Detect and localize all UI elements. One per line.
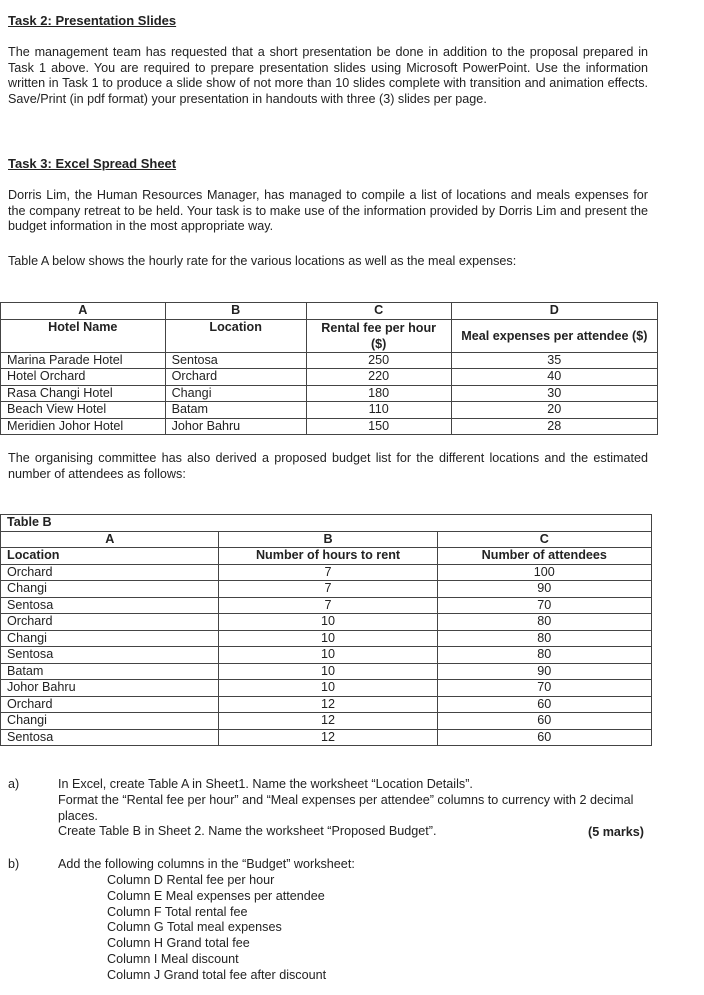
question-a-line: Format the “Rental fee per hour” and “Meal expenses per attendee” columns to currency with 2 decimal places. <box>58 792 634 823</box>
column-letter: A <box>1 303 166 320</box>
column-header: Location <box>1 548 219 565</box>
column-letter: D <box>451 303 657 320</box>
table-cell: Sentosa <box>1 729 219 746</box>
table-cell: 220 <box>306 369 451 386</box>
table-row <box>1 385 658 402</box>
question-a-line: In Excel, create Table A in Sheet1. Name the worksheet “Location Details”. <box>58 777 473 791</box>
table-cell: Marina Parade Hotel <box>1 352 166 369</box>
table-cell: 12 <box>219 713 437 730</box>
table-b-title: Table B <box>1 515 652 532</box>
task3-heading: Task 3: Excel Spread Sheet <box>8 156 177 171</box>
table-cell: Beach View Hotel <box>1 402 166 419</box>
table-cell: Rasa Changi Hotel <box>1 385 166 402</box>
table-row <box>1 352 658 369</box>
table-row <box>1 647 652 664</box>
table-cell: 80 <box>437 614 651 631</box>
column-header: Number of attendees <box>437 548 651 565</box>
table-cell: 80 <box>437 630 651 647</box>
question-b-intro: Add the following columns in the “Budget” worksheet: <box>58 857 355 871</box>
table-cell: 60 <box>437 696 651 713</box>
table-cell: Batam <box>165 402 306 419</box>
header-row <box>1 319 658 352</box>
column-header: Number of hours to rent <box>219 548 437 565</box>
table-cell: 7 <box>219 597 437 614</box>
table-cell: 10 <box>219 680 437 697</box>
table-cell: 90 <box>437 663 651 680</box>
table-row <box>1 418 658 435</box>
table-cell: 180 <box>306 385 451 402</box>
table-cell: Orchard <box>1 614 219 631</box>
task3-text: Dorris Lim, the Human Resources Manager, has managed to compile a list of locations and meals expenses for the company retreat to be held. Your task is to make use of the information provided by Dorris Lim and present the budget information in the most appropriate way. <box>8 188 648 234</box>
table-row <box>1 597 652 614</box>
column-item: Column H Grand total fee <box>107 936 250 951</box>
table-row <box>1 713 652 730</box>
task2-text: The management team has requested that a short presentation be done in addition to the proposal prepared in Task 1 above. You are required to prepare presentation slides using Microsoft PowerPoint. Use the information written in Task 1 to produce a slide show of not more than 10 slides complete with transition and animation effects. Save/Print (in pdf format) your presentation in handouts with three (3) slides per page. <box>8 45 648 106</box>
table-cell: 60 <box>437 729 651 746</box>
table-cell: Orchard <box>1 564 219 581</box>
table-cell: 35 <box>451 352 657 369</box>
column-header: Location <box>165 319 306 352</box>
column-item: Column J Grand total fee after discount <box>107 967 327 982</box>
table-cell: 40 <box>451 369 657 386</box>
table-a <box>0 302 658 435</box>
column-letter: A <box>1 531 219 548</box>
question-a <box>58 777 648 840</box>
table-a-intro: Table A below shows the hourly rate for the various locations as well as the meal expenses: <box>8 254 517 268</box>
table-cell: Changi <box>1 581 219 598</box>
table-cell: 30 <box>451 385 657 402</box>
table-row <box>1 614 652 631</box>
question-b-items <box>107 873 326 984</box>
question-a-line: Create Table B in Sheet 2. Name the worksheet “Proposed Budget”. <box>58 824 437 839</box>
table-cell: 10 <box>219 647 437 664</box>
table-cell: 7 <box>219 581 437 598</box>
table-b <box>0 514 652 746</box>
table-cell: Hotel Orchard <box>1 369 166 386</box>
table-cell: Sentosa <box>1 647 219 664</box>
table-cell: 90 <box>437 581 651 598</box>
task2-heading: Task 2: Presentation Slides <box>8 13 177 28</box>
table-cell: Changi <box>165 385 306 402</box>
question-b-label: b) <box>8 857 20 871</box>
table-cell: Sentosa <box>1 597 219 614</box>
table-row <box>1 696 652 713</box>
table-cell: Meridien Johor Hotel <box>1 418 166 435</box>
table-row <box>1 402 658 419</box>
table-cell: 10 <box>219 614 437 631</box>
table-cell: Orchard <box>165 369 306 386</box>
table-row <box>1 564 652 581</box>
question-a-label: a) <box>8 777 20 791</box>
table-cell: Batam <box>1 663 219 680</box>
table-cell: 250 <box>306 352 451 369</box>
table-cell: 28 <box>451 418 657 435</box>
table-row <box>1 369 658 386</box>
column-letter: B <box>165 303 306 320</box>
table-cell: 110 <box>306 402 451 419</box>
table-row <box>1 630 652 647</box>
table-cell: 100 <box>437 564 651 581</box>
marks: (5 marks) <box>588 825 645 839</box>
table-cell: Sentosa <box>165 352 306 369</box>
table-cell: 7 <box>219 564 437 581</box>
table-row <box>1 680 652 697</box>
table-cell: Orchard <box>1 696 219 713</box>
table-cell: 80 <box>437 647 651 664</box>
column-item: Column I Meal discount <box>107 951 239 966</box>
table-cell: 60 <box>437 713 651 730</box>
table-cell: 70 <box>437 680 651 697</box>
column-letter: B <box>219 531 437 548</box>
table-row <box>1 729 652 746</box>
table-cell: 10 <box>219 663 437 680</box>
table-cell: 12 <box>219 696 437 713</box>
column-header: Meal expenses per attendee ($) <box>451 319 657 352</box>
column-item: Column D Rental fee per hour <box>107 873 275 887</box>
table-cell: 150 <box>306 418 451 435</box>
table-cell: 12 <box>219 729 437 746</box>
table-cell: 10 <box>219 630 437 647</box>
column-item: Column F Total rental fee <box>107 904 248 919</box>
column-item: Column G Total meal expenses <box>107 920 282 935</box>
table-cell: Johor Bahru <box>1 680 219 697</box>
table-b-intro: The organising committee has also derived a proposed budget list for the different locations and the estimated number of attendees as follows: <box>8 451 648 481</box>
table-cell: 20 <box>451 402 657 419</box>
column-letter: C <box>437 531 651 548</box>
table-cell: Changi <box>1 630 219 647</box>
column-header: Rental fee per hour ($) <box>306 319 451 352</box>
column-letter: C <box>306 303 451 320</box>
table-cell: Changi <box>1 713 219 730</box>
column-letters-row <box>1 303 658 320</box>
table-row <box>1 581 652 598</box>
table-cell: 70 <box>437 597 651 614</box>
column-header: Hotel Name <box>1 319 166 352</box>
table-cell: Johor Bahru <box>165 418 306 435</box>
column-item: Column E Meal expenses per attendee <box>107 888 325 903</box>
table-row <box>1 663 652 680</box>
